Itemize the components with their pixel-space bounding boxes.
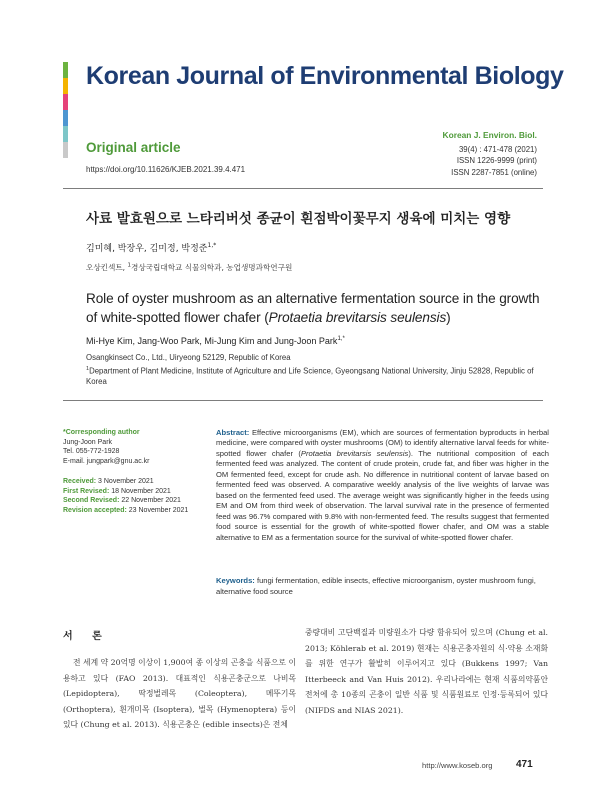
journal-abbreviation: Korean J. Environ. Biol. — [442, 130, 537, 140]
korean-affiliation — [86, 262, 292, 273]
color-bar-segment — [63, 126, 68, 142]
issn-print: ISSN 1226-9999 (print) — [456, 156, 537, 165]
date-value: 18 November 2021 — [111, 487, 171, 495]
abstract — [216, 428, 549, 543]
keywords-label: Keywords: — [216, 576, 255, 585]
color-bar-segment — [63, 110, 68, 126]
article-type: Original article — [86, 140, 181, 155]
body-column-left: 전 세계 약 20억명 이상이 1,900여 종 이상의 곤충을 식품으로 이용하고 있다 (FAO 2013). 대표적인 식용곤충군으로 나비목 (Lepidoptera), 딱정벌레목 (Coleoptera), 메뚜기목 (Orthoptera), 흰개미목 (Isoptera), 벌목 (Hymenoptera) 등이 있다 (Chung et al. 2013). 식용곤충은 (edible insects)은 전체 — [63, 658, 296, 729]
color-bar-segment — [63, 78, 68, 94]
korean-affiliation-superscript: 1 — [127, 262, 132, 269]
body-column-right: 중량대비 고단백질과 미량원소가 다량 함유되어 있으며 (Chung et al. 2013; Köhlerab et al. 2019) 현재는 식용곤충자원의 식·약용 소재화를 위한 연구가 활발히 이루어지고 있다 (Bukkens 1997; Van Itterbeeck and Van Huis 2012). 우리나라에는 현재 식품의약품안전처에 총 10종의 곤충이 일반 식품 및 식품원료로 인정·등록되어 있다 (NIFDS and NIAS 2021). — [305, 628, 548, 715]
issn-online: ISSN 2287-7851 (online) — [451, 167, 537, 177]
affiliation-superscript: 1 — [86, 365, 90, 372]
corresponding-author-tel: Tel. 055-772-1928 — [63, 448, 120, 456]
english-title-species: Protaetia brevitarsis seulensis — [268, 310, 447, 325]
color-bar-segment — [63, 142, 68, 158]
date-label: First Revised: — [63, 487, 110, 495]
english-author-names: Mi-Hye Kim, Jang-Woo Park, Mi-Jung Kim and Jung-Joon Park — [86, 336, 338, 346]
color-bar-segment — [63, 62, 68, 78]
divider — [63, 188, 543, 189]
doi-link[interactable]: https://doi.org/10.11626/KJEB.2021.39.4.471 — [86, 165, 246, 174]
date-label: Received: — [63, 477, 97, 485]
affiliation-line-1: Osangkinsect Co., Ltd., Uiryeong 52129, Republic of Korea — [86, 353, 291, 362]
english-affiliation — [86, 353, 546, 387]
date-value: 3 November 2021 — [98, 477, 154, 485]
divider — [63, 400, 543, 401]
keywords — [216, 576, 549, 597]
article-info-sidebar — [63, 428, 208, 516]
english-title — [86, 289, 546, 327]
date-received — [63, 477, 208, 487]
corresponding-author-name: Jung-Joon Park — [63, 438, 113, 446]
date-label: Revision accepted: — [63, 506, 127, 514]
date-label: Second Revised: — [63, 497, 120, 505]
affiliation-line-2 — [86, 364, 546, 388]
corresponding-author-email[interactable]: E-mail. jungpark@gnu.ac.kr — [63, 458, 150, 466]
abstract-text-1: Effective microorganisms (EM), which are sources of fermentation byproducts in herbal medicine, were compared with oyster mushrooms (OM) to identify alternative larval feeds for white-spotted flower chafer ( — [216, 428, 549, 458]
korean-author-superscript: 1,* — [207, 242, 217, 249]
korean-authors — [86, 241, 216, 254]
page-number: 471 — [516, 759, 533, 770]
affiliation-line-2-text: Department of Plant Medicine, Institute of Agriculture and Life Science, Gyeongsang National University, Jinju 52828, Republic of Korea — [86, 366, 534, 386]
english-authors — [86, 336, 345, 346]
english-author-superscript: 1,* — [337, 336, 345, 342]
korean-title: 사료 발효원으로 느타리버섯 종균이 흰점박이꽃무지 생육에 미치는 영향 — [86, 211, 511, 227]
date-value: 22 November 2021 — [121, 497, 181, 505]
corresponding-author-heading: *Corresponding author — [63, 429, 140, 436]
color-bar-segment — [63, 94, 68, 110]
journal-title: Korean Journal of Environmental Biology — [86, 62, 564, 90]
abstract-text-2: ). The nutritional composition of each fermented feed was analyzed. The content of crude protein, crude fat, and fiber was higher in the OM fermented feed, except for crude ash. No difference in nutritional content of larvae based on fermented feed was observed. A comparative weekly analysis of the live weights of larvae was based on the fermented feed used. The average weight was significantly higher in the feeds using EM and OM from third week of observation. The larval survival rate in the presence of fermented feed was 96.7% compared with 9.8% with non-fermented feed. The results suggest that fermented food source is essential for the growth of white-spotted flower chafer, and OM was a stable alternative to EM as a fermentation source for the survival of white-spotted flower chafer. — [216, 448, 550, 542]
keywords-text: fungi fermentation, edible insects, effective microorganism, oyster mushroom fungi, alternative food source — [216, 576, 536, 596]
volume-info: 39(4) : 471-478 (2021) — [458, 144, 537, 154]
date-revision-accepted — [63, 506, 208, 516]
abstract-species: Protaetia brevitarsis seulensis — [300, 448, 409, 458]
abstract-label: Abstract: — [216, 428, 250, 437]
korean-affiliation-a: 오상킨섹트, — [86, 263, 128, 272]
english-title-end: ) — [446, 310, 451, 325]
date-value: 23 November 2021 — [128, 506, 189, 514]
date-first-revised — [63, 487, 208, 497]
section-heading: 서 론 — [63, 631, 110, 642]
footer-url[interactable]: http://www.koseb.org — [422, 761, 493, 770]
date-second-revised — [63, 496, 208, 506]
korean-author-names: 김미혜, 박장우, 김미정, 박정준 — [86, 244, 208, 254]
journal-color-bar — [63, 62, 68, 158]
english-title-main: Role of oyster mushroom as an alternative fermentation source in the growth of white-spotted flower chafer ( — [86, 291, 540, 325]
korean-affiliation-b: 경상국립대학교 식물의학과, 농업생명과학연구원 — [131, 263, 293, 272]
citation-block — [443, 130, 537, 178]
